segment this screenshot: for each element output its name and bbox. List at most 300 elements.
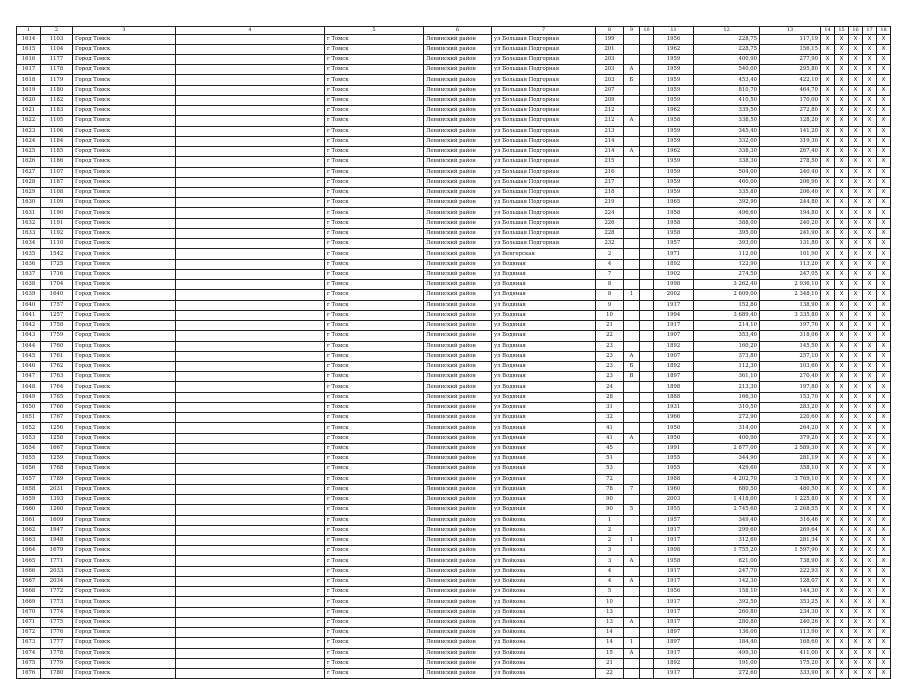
cell-col-9: 5	[624, 505, 640, 515]
cell-col-13: 281,34	[760, 535, 821, 545]
cell-col-1: 1643	[17, 331, 41, 341]
cell-col-17: X	[863, 126, 877, 136]
cell-col-5: г Томск	[325, 515, 424, 525]
cell-col-7: ул Войкова	[492, 576, 596, 586]
cell-col-17: X	[863, 147, 877, 157]
cell-col-3: Город Томск	[73, 249, 176, 259]
cell-col-3: Город Томск	[73, 484, 176, 494]
cell-col-18: X	[877, 372, 891, 382]
cell-col-9	[624, 188, 640, 198]
cell-col-18: X	[877, 259, 891, 269]
cell-col-5: г Томск	[325, 188, 424, 198]
cell-col-1: 1623	[17, 126, 41, 136]
table-row	[17, 372, 891, 382]
cell-col-5: г Томск	[325, 669, 424, 679]
cell-col-13: 411,00	[760, 648, 821, 658]
table-row	[17, 167, 891, 177]
table-row	[17, 587, 891, 597]
cell-col-4	[176, 116, 325, 126]
cell-col-1: 1663	[17, 535, 41, 545]
cell-col-4	[176, 280, 325, 290]
cell-col-14: X	[821, 433, 835, 443]
cell-col-7: ул Большая Подгорная	[492, 85, 596, 95]
cell-col-11: 1956	[654, 587, 694, 597]
cell-col-6: Ленинский район	[424, 658, 492, 668]
cell-col-14: X	[821, 392, 835, 402]
column-header-4: 4	[176, 27, 325, 35]
cell-col-10	[640, 546, 654, 556]
cell-col-8: 203	[596, 65, 624, 75]
cell-col-11: 1965	[654, 198, 694, 208]
cell-col-4	[176, 566, 325, 576]
cell-col-4	[176, 433, 325, 443]
cell-col-18: X	[877, 167, 891, 177]
cell-col-2: 1609	[41, 515, 73, 525]
cell-col-8: 10	[596, 310, 624, 320]
cell-col-3: Город Томск	[73, 556, 176, 566]
cell-col-5: г Томск	[325, 443, 424, 453]
cell-col-15: X	[835, 116, 849, 126]
column-header-11: 11	[654, 27, 694, 35]
cell-col-1: 1625	[17, 147, 41, 157]
cell-col-1: 1650	[17, 402, 41, 412]
cell-col-13: 318,06	[760, 331, 821, 341]
cell-col-9	[624, 546, 640, 556]
cell-col-18: X	[877, 331, 891, 341]
cell-col-13: 264,20	[760, 423, 821, 433]
cell-col-13: 197,70	[760, 321, 821, 331]
cell-col-13: 175,20	[760, 658, 821, 668]
cell-col-16: X	[849, 95, 863, 105]
cell-col-11: 1962	[654, 106, 694, 116]
cell-col-10	[640, 505, 654, 515]
cell-col-2: 1766	[41, 402, 73, 412]
cell-col-16: X	[849, 495, 863, 505]
cell-col-13: 241,90	[760, 228, 821, 238]
cell-col-10	[640, 443, 654, 453]
cell-col-4	[176, 269, 325, 279]
cell-col-10	[640, 106, 654, 116]
cell-col-17: X	[863, 310, 877, 320]
cell-col-9	[624, 177, 640, 187]
table-row	[17, 136, 891, 146]
cell-col-18: X	[877, 402, 891, 412]
table-row	[17, 669, 891, 679]
cell-col-12: 274,50	[694, 269, 760, 279]
cell-col-4	[176, 147, 325, 157]
cell-col-11: 1959	[654, 167, 694, 177]
cell-col-9: А	[624, 116, 640, 126]
cell-col-14: X	[821, 648, 835, 658]
table-row	[17, 228, 891, 238]
cell-col-17: X	[863, 198, 877, 208]
cell-col-1: 1670	[17, 607, 41, 617]
cell-col-4	[176, 259, 325, 269]
cell-col-14: X	[821, 321, 835, 331]
table-row	[17, 464, 891, 474]
table-row	[17, 556, 891, 566]
cell-col-13: 138,90	[760, 300, 821, 310]
column-header-9: 9	[624, 27, 640, 35]
table-row	[17, 85, 891, 95]
cell-col-16: X	[849, 177, 863, 187]
cell-col-17: X	[863, 648, 877, 658]
cell-col-11: 1917	[654, 669, 694, 679]
cell-col-8: 53	[596, 464, 624, 474]
cell-col-8: 7	[596, 269, 624, 279]
cell-col-13: 480,50	[760, 484, 821, 494]
cell-col-3: Город Томск	[73, 351, 176, 361]
cell-col-16: X	[849, 525, 863, 535]
cell-col-6: Ленинский район	[424, 423, 492, 433]
cell-col-8: 21	[596, 321, 624, 331]
cell-col-10	[640, 136, 654, 146]
cell-col-7: ул Войкова	[492, 587, 596, 597]
cell-col-12: 142,30	[694, 576, 760, 586]
table-row	[17, 157, 891, 167]
cell-col-4	[176, 454, 325, 464]
cell-col-15: X	[835, 372, 849, 382]
cell-col-8: 4	[596, 576, 624, 586]
cell-col-2: 1789	[41, 474, 73, 484]
cell-col-17: X	[863, 259, 877, 269]
cell-col-5: г Томск	[325, 106, 424, 116]
column-header-18: 18	[877, 27, 891, 35]
cell-col-16: X	[849, 474, 863, 484]
cell-col-15: X	[835, 648, 849, 658]
cell-col-11: 1959	[654, 65, 694, 75]
cell-col-15: X	[835, 484, 849, 494]
cell-col-8: 22	[596, 331, 624, 341]
cell-col-10	[640, 402, 654, 412]
cell-col-16: X	[849, 106, 863, 116]
cell-col-17: X	[863, 167, 877, 177]
cell-col-6: Ленинский район	[424, 177, 492, 187]
cell-col-6: Ленинский район	[424, 362, 492, 372]
cell-col-15: X	[835, 321, 849, 331]
cell-col-12: 272,90	[694, 413, 760, 423]
cell-col-2: 1948	[41, 535, 73, 545]
cell-col-7: ул Водяная	[492, 300, 596, 310]
cell-col-10	[640, 495, 654, 505]
cell-col-13: 168,60	[760, 638, 821, 648]
cell-col-5: г Томск	[325, 249, 424, 259]
cell-col-11: 1917	[654, 321, 694, 331]
cell-col-12: 213,30	[694, 382, 760, 392]
cell-col-8: 41	[596, 433, 624, 443]
cell-col-18: X	[877, 495, 891, 505]
cell-col-6: Ленинский район	[424, 259, 492, 269]
cell-col-7: ул Войкова	[492, 658, 596, 668]
cell-col-9	[624, 218, 640, 228]
cell-col-15: X	[835, 413, 849, 423]
cell-col-5: г Томск	[325, 259, 424, 269]
cell-col-14: X	[821, 290, 835, 300]
cell-col-18: X	[877, 177, 891, 187]
cell-col-10	[640, 249, 654, 259]
cell-col-5: г Томск	[325, 147, 424, 157]
cell-col-3: Город Томск	[73, 106, 176, 116]
cell-col-6: Ленинский район	[424, 228, 492, 238]
cell-col-4	[176, 535, 325, 545]
cell-col-13: 113,90	[760, 628, 821, 638]
cell-col-1: 1614	[17, 34, 41, 44]
cell-col-8: 207	[596, 85, 624, 95]
cell-col-15: X	[835, 495, 849, 505]
cell-col-17: X	[863, 607, 877, 617]
cell-col-7: ул Большая Подгорная	[492, 75, 596, 85]
cell-col-7: ул Большая Подгорная	[492, 228, 596, 238]
cell-col-4	[176, 607, 325, 617]
cell-col-6: Ленинский район	[424, 464, 492, 474]
cell-col-4	[176, 669, 325, 679]
cell-col-5: г Томск	[325, 546, 424, 556]
cell-col-8: 41	[596, 423, 624, 433]
register-sheet	[16, 26, 890, 677]
cell-col-11: 1988	[654, 474, 694, 484]
cell-col-15: X	[835, 310, 849, 320]
cell-col-17: X	[863, 331, 877, 341]
cell-col-3: Город Томск	[73, 392, 176, 402]
cell-col-8: 31	[596, 402, 624, 412]
cell-col-12: 1 755,20	[694, 546, 760, 556]
cell-col-11: 1998	[654, 546, 694, 556]
cell-col-17: X	[863, 116, 877, 126]
cell-col-13: 269,64	[760, 525, 821, 535]
cell-col-10	[640, 126, 654, 136]
cell-col-2: 1107	[41, 167, 73, 177]
cell-col-13: 277,90	[760, 54, 821, 64]
cell-col-17: X	[863, 188, 877, 198]
cell-col-10	[640, 157, 654, 167]
cell-col-15: X	[835, 269, 849, 279]
cell-col-4	[176, 65, 325, 75]
cell-col-2: 1178	[41, 65, 73, 75]
cell-col-9: А	[624, 351, 640, 361]
cell-col-2: 1103	[41, 34, 73, 44]
cell-col-8: 78	[596, 484, 624, 494]
cell-col-1: 1658	[17, 484, 41, 494]
cell-col-18: X	[877, 147, 891, 157]
cell-col-10	[640, 484, 654, 494]
cell-col-6: Ленинский район	[424, 382, 492, 392]
cell-col-18: X	[877, 239, 891, 249]
cell-col-8: 15	[596, 648, 624, 658]
cell-col-18: X	[877, 310, 891, 320]
cell-col-4	[176, 106, 325, 116]
cell-col-1: 1637	[17, 269, 41, 279]
cell-col-16: X	[849, 147, 863, 157]
cell-col-13: 222,93	[760, 566, 821, 576]
cell-col-11: 1960	[654, 484, 694, 494]
cell-col-17: X	[863, 464, 877, 474]
cell-col-13: 240,26	[760, 617, 821, 627]
table-row	[17, 331, 891, 341]
column-header-7: 7	[492, 27, 596, 35]
cell-col-16: X	[849, 464, 863, 474]
cell-col-7: ул Большая Подгорная	[492, 95, 596, 105]
cell-col-4	[176, 556, 325, 566]
cell-col-12: 2 745,60	[694, 505, 760, 515]
cell-col-5: г Томск	[325, 116, 424, 126]
cell-col-11: 1958	[654, 228, 694, 238]
cell-col-16: X	[849, 607, 863, 617]
cell-col-1: 1631	[17, 208, 41, 218]
cell-col-18: X	[877, 290, 891, 300]
cell-col-16: X	[849, 218, 863, 228]
cell-col-7: ул Водяная	[492, 402, 596, 412]
cell-col-18: X	[877, 535, 891, 545]
cell-col-4	[176, 443, 325, 453]
cell-col-17: X	[863, 515, 877, 525]
cell-col-9: А	[624, 433, 640, 443]
cell-col-2: 1258	[41, 433, 73, 443]
cell-col-12: 821,00	[694, 556, 760, 566]
cell-col-6: Ленинский район	[424, 208, 492, 218]
cell-col-5: г Томск	[325, 208, 424, 218]
cell-col-9	[624, 259, 640, 269]
cell-col-1: 1622	[17, 116, 41, 126]
cell-col-16: X	[849, 658, 863, 668]
cell-col-7: ул Большая Подгорная	[492, 239, 596, 249]
cell-col-12: 453,40	[694, 75, 760, 85]
cell-col-11: 1950	[654, 433, 694, 443]
column-header-12: 12	[694, 27, 760, 35]
cell-col-13: 257,10	[760, 351, 821, 361]
cell-col-3: Город Томск	[73, 638, 176, 648]
cell-col-18: X	[877, 484, 891, 494]
housing-register-table	[16, 26, 891, 679]
cell-col-5: г Томск	[325, 239, 424, 249]
cell-col-16: X	[849, 331, 863, 341]
cell-col-4	[176, 34, 325, 44]
cell-col-11: 1962	[654, 147, 694, 157]
cell-col-15: X	[835, 341, 849, 351]
cell-col-8: 21	[596, 658, 624, 668]
cell-col-13: 206,90	[760, 177, 821, 187]
cell-col-2: 1767	[41, 413, 73, 423]
cell-col-18: X	[877, 44, 891, 54]
cell-col-7: ул Водяная	[492, 362, 596, 372]
cell-col-2: 1190	[41, 208, 73, 218]
cell-col-15: X	[835, 259, 849, 269]
cell-col-7: ул Водяная	[492, 495, 596, 505]
cell-col-16: X	[849, 362, 863, 372]
cell-col-11: 1892	[654, 362, 694, 372]
cell-col-11: 1892	[654, 341, 694, 351]
cell-col-8: 32	[596, 413, 624, 423]
cell-col-2: 1187	[41, 177, 73, 187]
cell-col-7: ул Войкова	[492, 597, 596, 607]
cell-col-11: 1958	[654, 116, 694, 126]
cell-col-10	[640, 116, 654, 126]
cell-col-2: 1192	[41, 228, 73, 238]
cell-col-1: 1647	[17, 372, 41, 382]
cell-col-1: 1672	[17, 628, 41, 638]
cell-col-9	[624, 198, 640, 208]
cell-col-18: X	[877, 454, 891, 464]
cell-col-11: 1892	[654, 259, 694, 269]
cell-col-10	[640, 208, 654, 218]
cell-col-17: X	[863, 525, 877, 535]
cell-col-16: X	[849, 382, 863, 392]
cell-col-12: 338,30	[694, 157, 760, 167]
cell-col-14: X	[821, 382, 835, 392]
cell-col-7: ул Войкова	[492, 648, 596, 658]
cell-col-18: X	[877, 85, 891, 95]
cell-col-5: г Томск	[325, 372, 424, 382]
cell-col-18: X	[877, 515, 891, 525]
cell-col-16: X	[849, 454, 863, 464]
cell-col-6: Ленинский район	[424, 269, 492, 279]
cell-col-11: 1971	[654, 249, 694, 259]
cell-col-10	[640, 587, 654, 597]
cell-col-14: X	[821, 546, 835, 556]
cell-col-2: 1775	[41, 617, 73, 627]
cell-col-12: 112,30	[694, 362, 760, 372]
cell-col-14: X	[821, 259, 835, 269]
cell-col-14: X	[821, 208, 835, 218]
cell-col-17: X	[863, 208, 877, 218]
cell-col-3: Город Томск	[73, 464, 176, 474]
cell-col-18: X	[877, 658, 891, 668]
cell-col-10	[640, 54, 654, 64]
cell-col-1: 1615	[17, 44, 41, 54]
cell-col-7: ул Водяная	[492, 269, 596, 279]
cell-col-7: ул Большая Подгорная	[492, 208, 596, 218]
cell-col-2: 1758	[41, 321, 73, 331]
cell-col-6: Ленинский район	[424, 351, 492, 361]
cell-col-3: Город Томск	[73, 362, 176, 372]
cell-col-11: 1897	[654, 372, 694, 382]
cell-col-5: г Томск	[325, 44, 424, 54]
cell-col-3: Город Томск	[73, 648, 176, 658]
cell-col-9: В	[624, 372, 640, 382]
cell-col-13: 2 268,55	[760, 505, 821, 515]
cell-col-5: г Томск	[325, 556, 424, 566]
cell-col-1: 1632	[17, 218, 41, 228]
cell-col-12: 1 418,00	[694, 495, 760, 505]
cell-col-5: г Томск	[325, 75, 424, 85]
table-row	[17, 546, 891, 556]
cell-col-7: ул Венгерская	[492, 249, 596, 259]
cell-col-9	[624, 228, 640, 238]
cell-col-5: г Томск	[325, 126, 424, 136]
cell-col-17: X	[863, 443, 877, 453]
cell-col-2: 1763	[41, 372, 73, 382]
cell-col-2: 1542	[41, 249, 73, 259]
cell-col-16: X	[849, 648, 863, 658]
table-row	[17, 280, 891, 290]
cell-col-5: г Томск	[325, 474, 424, 484]
cell-col-13: 170,00	[760, 95, 821, 105]
cell-col-10	[640, 423, 654, 433]
cell-col-15: X	[835, 136, 849, 146]
cell-col-12: 314,00	[694, 423, 760, 433]
cell-col-5: г Томск	[325, 433, 424, 443]
cell-col-2: 1108	[41, 188, 73, 198]
cell-col-9: 7	[624, 484, 640, 494]
cell-col-8: 51	[596, 454, 624, 464]
cell-col-1: 1666	[17, 566, 41, 576]
table-row	[17, 658, 891, 668]
cell-col-5: г Томск	[325, 658, 424, 668]
cell-col-14: X	[821, 167, 835, 177]
cell-col-4	[176, 515, 325, 525]
cell-col-2: 1776	[41, 628, 73, 638]
cell-col-12: 312,60	[694, 535, 760, 545]
cell-col-1: 1633	[17, 228, 41, 238]
